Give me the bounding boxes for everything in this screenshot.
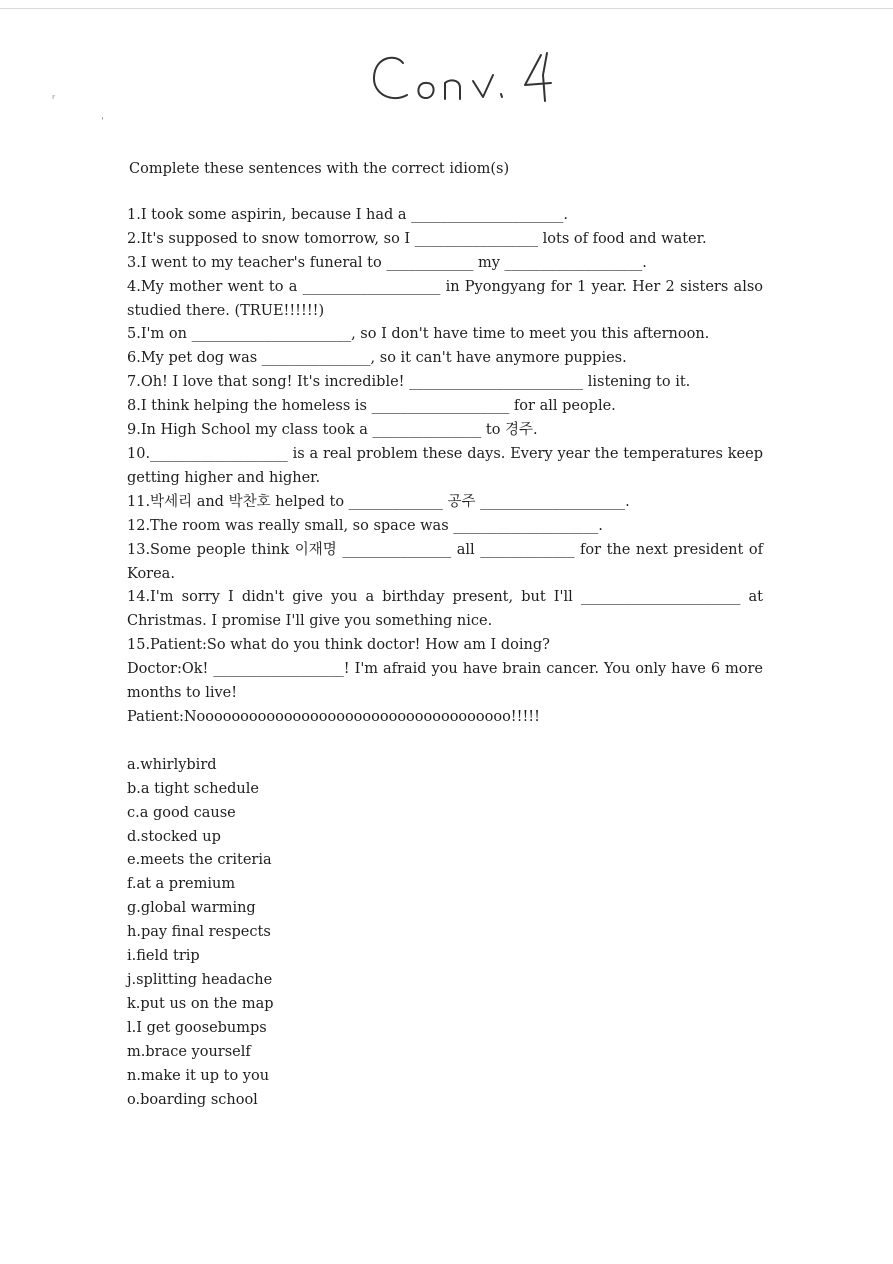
answer-item: f.at a premium xyxy=(127,876,236,893)
question-8: 8.I think helping the homeless is ___________________ for all people. xyxy=(127,398,616,415)
answer-item: j.splitting headache xyxy=(127,972,273,988)
question-15-doctor: Doctor:Ok! __________________! I'm afraid you have brain cancer. You only have 6 more months to live! xyxy=(127,661,763,702)
question-10: 10.___________________ is a real problem these days. Every year the temperatures keep getting higher and higher. xyxy=(127,445,763,486)
instruction-text: Complete these sentences with the correct idiom(s) xyxy=(129,161,510,177)
question-11: 11.박세리 and 박찬호 helped to _____________ 공주 ____________________. xyxy=(127,493,630,510)
answer-item: e.meets the criteria xyxy=(127,852,272,869)
worksheet xyxy=(127,158,763,1112)
question-9: 9.In High School my class took a _______________ to 경주. xyxy=(127,422,538,439)
answer-list xyxy=(127,754,763,1113)
answer-item: g.global warming xyxy=(127,900,256,917)
question-14: 14.I'm sorry I didn't give you a birthday present, but I'll ______________________ at Christmas. I promise I'll give you something nice. xyxy=(127,589,763,630)
question-4: 4.My mother went to a ___________________ in Pyongyang for 1 year. Her 2 sisters also studied there. (TRUE!!!!!!) xyxy=(127,278,763,319)
answer-item: a.whirlybird xyxy=(127,756,217,773)
answer-item: n.make it up to you xyxy=(127,1067,270,1084)
question-12: 12.The room was really small, so space was ____________________. xyxy=(127,517,603,534)
answer-item: h.pay final respects xyxy=(127,924,271,941)
answer-item: c.a good cause xyxy=(127,804,236,821)
question-3: 3.I went to my teacher's funeral to ____________ my ___________________. xyxy=(127,254,647,271)
scan-speck: ʳ xyxy=(52,94,56,105)
answer-item: i.field trip xyxy=(127,948,200,965)
scan-speck: ˌ xyxy=(101,110,104,121)
question-5: 5.I'm on ______________________, so I don't have time to meet you this afternoon. xyxy=(127,326,710,343)
handwritten-title xyxy=(365,45,575,115)
page-edge-line xyxy=(0,8,893,9)
answer-item: d.stocked up xyxy=(127,828,221,845)
answer-item: k.put us on the map xyxy=(127,995,274,1012)
answer-item: o.boarding school xyxy=(127,1091,258,1108)
question-7: 7.Oh! I love that song! It's incredible! ________________________ listening to it. xyxy=(127,374,691,391)
question-15-patient-reply: Patient:Noooooooooooooooooooooooooooooooooooo!!!!! xyxy=(127,708,540,725)
question-1: 1.I took some aspirin, because I had a _____________________. xyxy=(127,206,569,223)
question-6: 6.My pet dog was _______________, so it can't have anymore puppies. xyxy=(127,350,627,367)
answer-item: l.I get goosebumps xyxy=(127,1019,267,1036)
question-15-patient: 15.Patient:So what do you think doctor! How am I doing? xyxy=(127,637,550,654)
answer-item: m.brace yourself xyxy=(127,1043,251,1060)
answer-item: b.a tight schedule xyxy=(127,780,259,797)
question-2: 2.It's supposed to snow tomorrow, so I _________________ lots of food and water. xyxy=(127,230,707,247)
question-13: 13.Some people think 이재명 _______________ all _____________ for the next president of Korea. xyxy=(127,541,763,582)
